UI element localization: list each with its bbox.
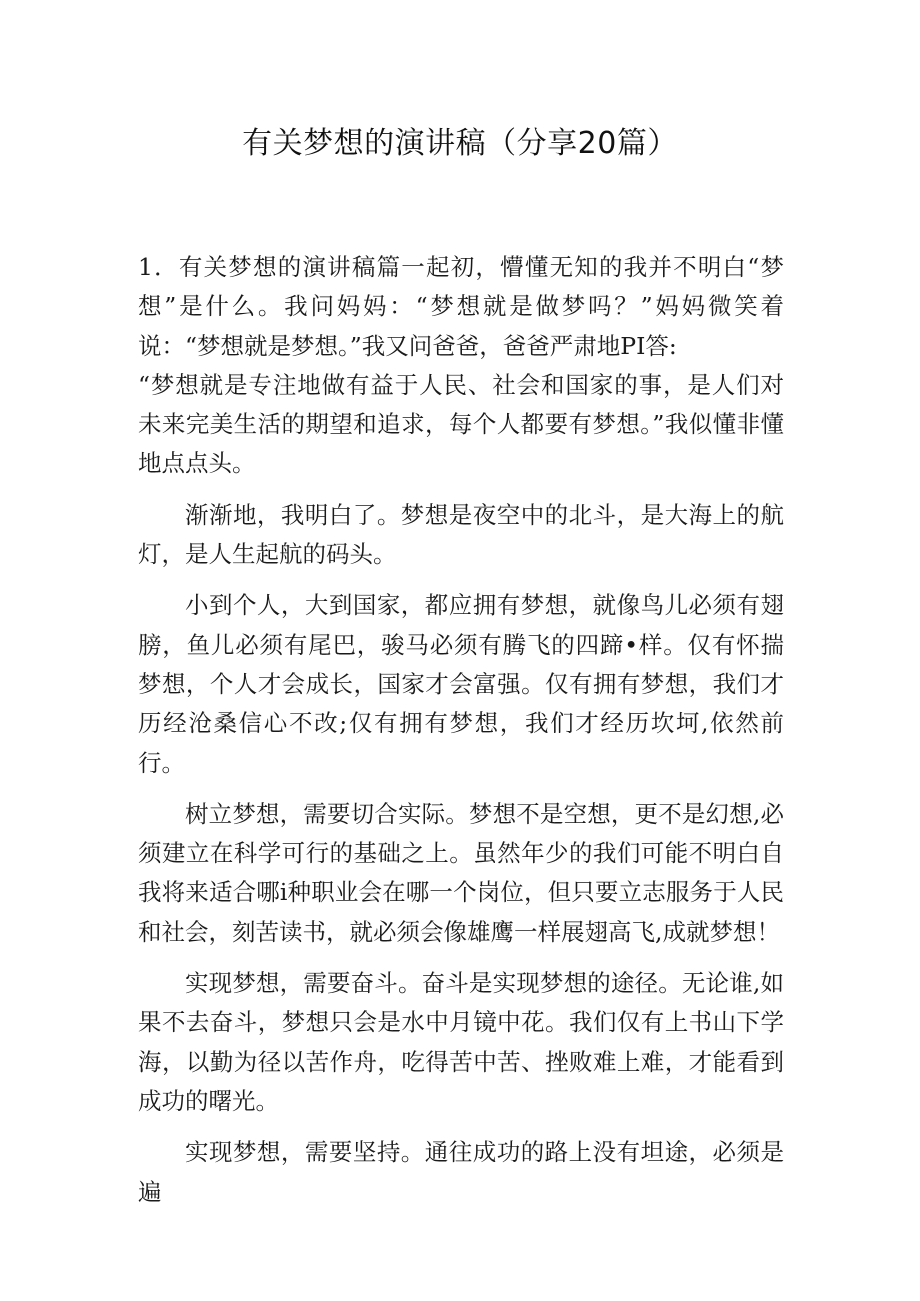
document-title: 有关梦想的演讲稿（分享20篇） (242, 126, 678, 161)
paragraph-1: 1．有关梦想的演讲稿篇一起初，懵懂无知的我并不明白“梦想”是什么。我问妈妈：“梦想就是做梦吗？”妈妈微笑着说：“梦想就是梦想。”我又问爸爸，爸爸严肃地PI答: (138, 253, 784, 360)
document-body (138, 248, 784, 1212)
paragraph-6: 实现梦想，需要奋斗。奋斗是实现梦想的途径。无论谁,如果不去奋斗，梦想只会是水中月镜中花。我们仅有上书山下学海，以勤为径以苦作舟，吃得苦中苦、挫败难上难，才能看到成功的曙光。 (138, 969, 784, 1115)
paragraph-2: “梦想就是专注地做有益于人民、社会和国家的事，是人们对未来完美生活的期望和追求，每个人都要有梦想。”我似懂非懂地点点头。 (138, 370, 784, 478)
paragraph-4: 小到个人，大到国家，都应拥有梦想，就像鸟儿必须有翅膀，鱼儿必须有尾巴，骏马必须有腾飞的四蹄•样。仅有怀揣梦想，个人才会成长，国家才会富强。仅有拥有梦想，我们才历经沧桑信心不改;仅有拥有梦想，我们才经历坎坷,依然前行。 (138, 591, 784, 777)
paragraph-7: 实现梦想，需要坚持。通往成功的路上没有坦途，必须是遍 (138, 1138, 784, 1206)
paragraph-3: 渐渐地，我明白了。梦想是夜空中的北斗，是大海上的航灯，是人生起航的码头。 (138, 500, 784, 569)
paragraph-5: 树立梦想，需要切合实际。梦想不是空想，更不是幻想,必须建立在科学可行的基础之上。虽然年少的我们可能不明白自我将来适合哪i种职业会在哪一个岗位，但只要立志服务于人民和社会，刻苦读书，就必须会像雄鹰一样展翅高飞,成就梦想！ (138, 799, 784, 946)
